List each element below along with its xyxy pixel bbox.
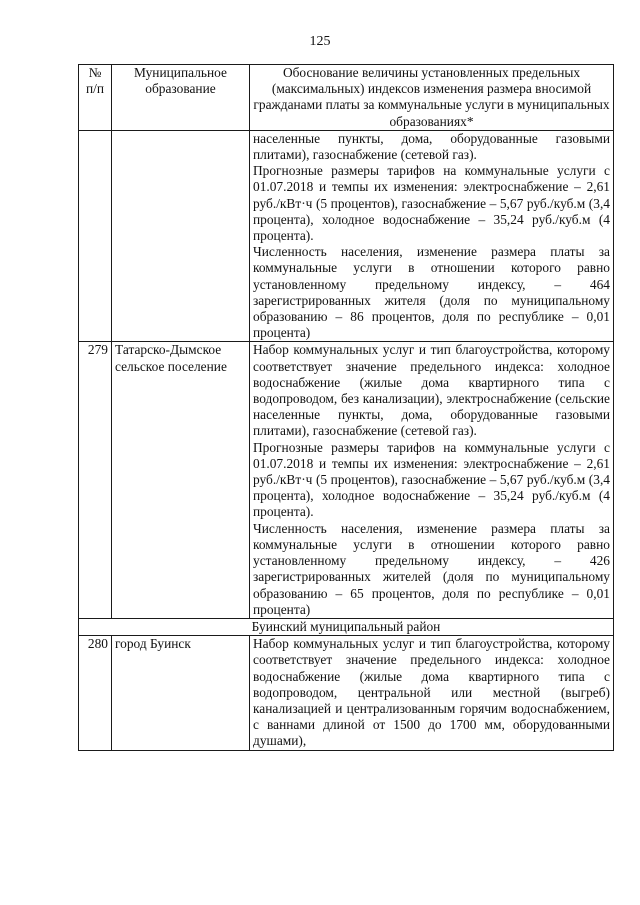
paragraph: населенные пункты, дома, оборудованные газовыми плитами), газоснабжение (сетевой газ).	[253, 130, 610, 163]
cell-name	[112, 130, 250, 342]
paragraph: Набор коммунальных услуг и тип благоустройства, которому соответствует значение предельного индекса: холодное водоснабжение (жилые дома квартирного типа с водопроводом, без канализации), электроснабжение (сельские населенные пункты, дома, оборудованные газовыми плитами), газоснабжение (сетевой газ).	[253, 342, 610, 439]
paragraph: Прогнозные размеры тарифов на коммунальные услуги с 01.07.2018 и темпы их изменения: электроснабжение – 2,61 руб./кВт·ч (5 процентов), газоснабжение – 5,67 руб./куб.м (3,4 процента), холодное водоснабжение – 35,24 руб./куб.м (4 процента).	[253, 163, 610, 244]
tariff-table	[78, 64, 614, 751]
paragraph: Численность населения, изменение размера платы за коммунальные услуги в отношении которого равно установленному предельному индексу, – 464 зарегистрированных жителя (доля по муниципальному образованию – 86 процентов, доля по республике – 0,01 процента)	[253, 244, 610, 341]
header-num: № п/п	[79, 65, 112, 131]
region-header-row	[79, 618, 614, 635]
paragraph: Набор коммунальных услуг и тип благоустройства, которому соответствует значение предельного индекса: холодное водоснабжение (жилые дома квартирного типа с водопроводом, центральной или местной (выгреб) канализацией и централизованным горячим водоснабжением, с ваннами длиной от 1500 до 1700 мм, оборудованными душами),	[253, 636, 610, 749]
cell-num	[79, 130, 112, 342]
region-header: Буинский муниципальный район	[79, 618, 614, 635]
cell-justification	[250, 130, 614, 342]
cell-justification	[250, 342, 614, 618]
table-row-continuation	[79, 130, 614, 342]
page-number: 125	[309, 34, 331, 49]
table-header-row	[79, 65, 614, 131]
cell-num: 280	[79, 636, 112, 750]
header-justification: Обоснование величины установленных предельных (максимальных) индексов изменения размера вносимой гражданами платы за коммунальные услуги в муниципальных образованиях*	[250, 65, 614, 131]
cell-justification	[250, 636, 614, 750]
table-row	[79, 636, 614, 750]
cell-name: Татарско-Дымское сельское поселение	[112, 342, 250, 618]
cell-name: город Буинск	[112, 636, 250, 750]
header-municipality: Муниципальное образование	[112, 65, 250, 131]
table-row	[79, 342, 614, 618]
cell-num: 279	[79, 342, 112, 618]
paragraph: Численность населения, изменение размера платы за коммунальные услуги в отношении которого равно установленному предельному индексу, – 426 зарегистрированных жителей (доля по муниципальному образованию – 65 процентов, доля по республике – 0,01 процента)	[253, 520, 610, 617]
paragraph: Прогнозные размеры тарифов на коммунальные услуги с 01.07.2018 и темпы их изменения: электроснабжение – 2,61 руб./кВт·ч (5 процентов), газоснабжение – 5,67 руб./куб.м (3,4 процента), холодное водоснабжение – 35,24 руб./куб.м (4 процента).	[253, 439, 610, 520]
